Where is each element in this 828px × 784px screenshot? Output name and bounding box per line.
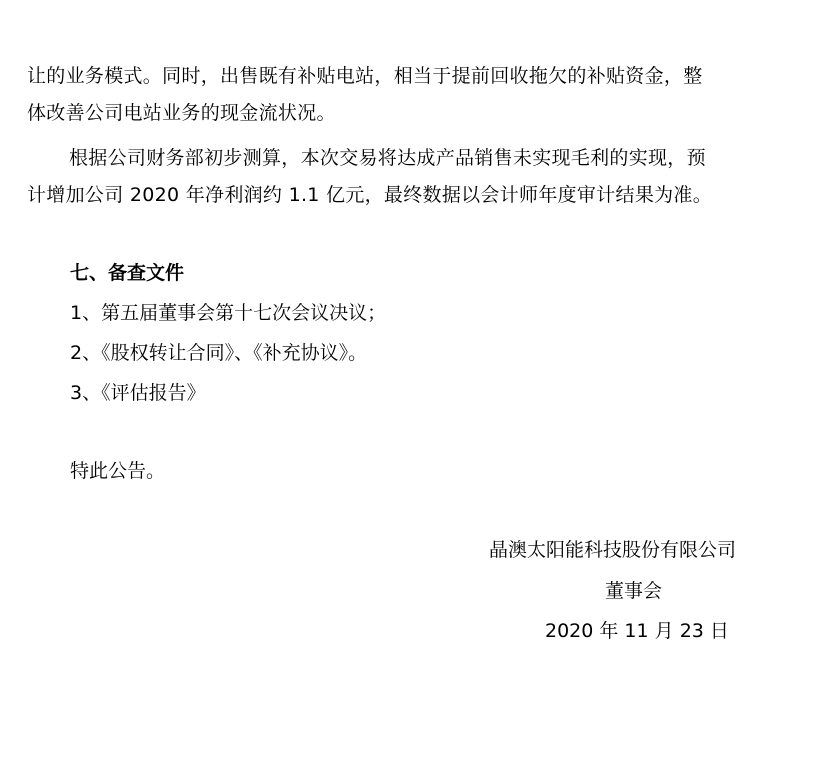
body-line-text: 根据公司财务部初步测算，本次交易将达成产品销售未实现毛利的实现，预 (69, 147, 706, 169)
signature-company: 晶澳太阳能科技股份有限公司 (489, 539, 737, 561)
list-item: 2、《股权转让合同》、《补充协议》。 (70, 342, 368, 364)
body-line: 计增加公司 2020 年净利润约 1.1 亿元，最终数据以会计师年度审计结果为准。 (27, 184, 713, 206)
list-item: 1、第五届董事会第十七次会议决议； (70, 302, 387, 324)
section-heading: 七、备查文件 (70, 262, 185, 284)
list-item: 3、《评估报告》 (70, 382, 206, 404)
body-paragraph-line (27, 140, 787, 176)
body-line: 体改善公司电站业务的现金流状况。 (27, 102, 336, 124)
signature-date: 2020 年 11 月 23 日 (545, 620, 729, 642)
closing-text: 特此公告。 (70, 460, 166, 482)
signature-board: 董事会 (605, 580, 663, 602)
body-line: 让的业务模式。同时，出售既有补贴电站，相当于提前回收拖欠的补贴资金，整 (27, 65, 703, 87)
